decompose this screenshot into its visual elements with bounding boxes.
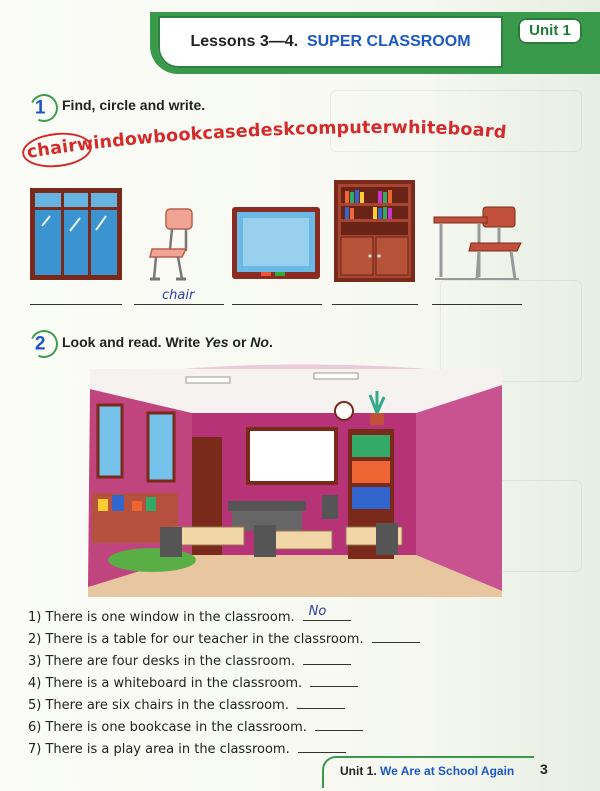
answer-field[interactable] xyxy=(297,696,345,709)
svg-text:chairwindowbookcasedeskcompute xyxy=(25,118,507,163)
answer-blank-bookcase[interactable] xyxy=(332,304,418,305)
sentence-2: 2) There is a table for our teacher in the classroom. xyxy=(28,630,420,647)
answer-field[interactable] xyxy=(298,740,346,753)
answer-text-chair: chair xyxy=(162,288,195,303)
answer-blank-chair[interactable] xyxy=(134,304,224,305)
sentence-1: 1) There is one window in the classroom. No xyxy=(28,608,351,625)
unit-tab: Unit 1 xyxy=(518,18,582,44)
answer-field[interactable] xyxy=(372,630,420,643)
classroom-illustration xyxy=(82,355,504,597)
sentence-5: 5) There are six chairs in the classroom. xyxy=(28,696,345,713)
answer-field[interactable] xyxy=(303,604,351,621)
sentence-6: 6) There is one bookcase in the classroom. xyxy=(28,718,363,735)
exercise-2-instruction: Look and read. Write Yes or No. xyxy=(62,334,273,350)
answer-blank-desk[interactable] xyxy=(432,304,522,305)
answer-blank-window[interactable] xyxy=(30,304,122,305)
exercise-2-number: 2 xyxy=(26,326,62,362)
sentence-3: 3) There are four desks in the classroom. xyxy=(28,652,351,669)
answer-text: No xyxy=(308,604,327,619)
answer-blank-whiteboard[interactable] xyxy=(232,304,322,305)
whiteboard-picture xyxy=(231,206,321,280)
exercise-1-instruction: Find, circle and write. xyxy=(62,97,206,113)
lesson-title: SUPER CLASSROOM xyxy=(306,33,471,50)
word-snake-text: chairwindowbookcasedeskcomputerwhiteboard xyxy=(25,117,508,163)
desk-picture xyxy=(431,205,523,285)
sentence-7: 7) There is a play area in the classroom. xyxy=(28,740,346,757)
answer-field[interactable] xyxy=(310,674,358,687)
chair-picture xyxy=(146,207,198,283)
sentence-4: 4) There is a whiteboard in the classroom. xyxy=(28,674,358,691)
page-title xyxy=(158,16,503,68)
answer-field[interactable] xyxy=(303,652,351,665)
footer-unit-title: Unit 1. We Are at School Again xyxy=(340,764,515,778)
lesson-label: Lessons 3—4. xyxy=(190,33,299,50)
bookcase-picture xyxy=(333,179,416,283)
footer xyxy=(322,756,534,788)
word-snake xyxy=(25,117,588,174)
header xyxy=(158,16,503,68)
window-picture xyxy=(28,186,124,282)
answer-field[interactable] xyxy=(315,718,363,731)
page-number: 3 xyxy=(540,761,548,777)
exercise-1-number: 1 xyxy=(26,90,62,126)
